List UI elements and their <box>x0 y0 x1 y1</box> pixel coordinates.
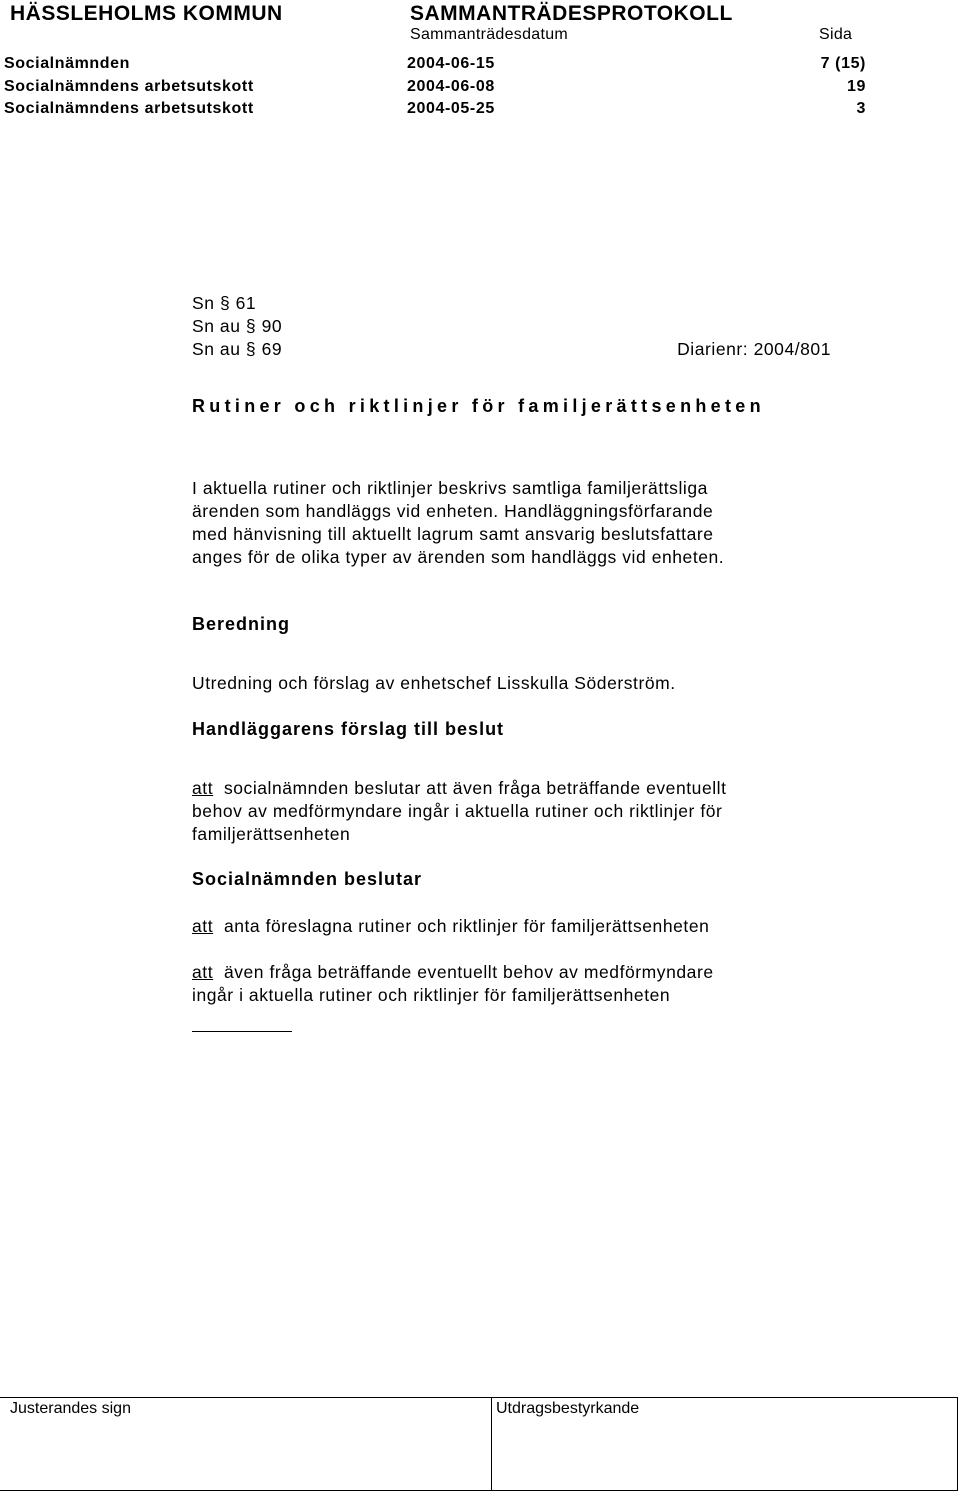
page-number: 19 <box>847 78 866 95</box>
paragraph-line <box>192 915 852 938</box>
document-title: Rutiner och riktlinjer för familjerättsenheten <box>192 396 765 416</box>
committee-name: Socialnämndens arbetsutskott <box>4 78 254 95</box>
paragraph-line: anges för de olika typer av ärenden som handläggs vid enheten. <box>192 547 725 567</box>
section-ref <box>192 315 282 338</box>
section-prefix: Sn <box>192 293 215 313</box>
section-sign-icon: § <box>219 293 236 313</box>
paragraph-line: behov av medförmyndare ingår i aktuella rutiner och riktlinjer för <box>192 801 723 821</box>
section-sign-icon: § <box>245 316 262 336</box>
diary-number: Diarienr: 2004/801 <box>677 339 831 359</box>
decision-item <box>192 915 852 938</box>
page-number: 3 <box>856 100 866 117</box>
paragraph-text: anta föreslagna rutiner och riktlinjer för familjerättsenheten <box>223 916 710 936</box>
att-marker: att <box>192 962 214 982</box>
paragraph-line: familjerättsenheten <box>192 824 351 844</box>
section-sign-icon: § <box>245 339 262 359</box>
document-type: SAMMANTRÄDESPROTOKOLL <box>410 2 733 25</box>
paragraph-line: ärenden som handläggs vid enheten. Handläggningsförfarande <box>192 501 714 521</box>
section-ref <box>192 292 256 315</box>
section-ref <box>192 338 282 361</box>
paragraph-line <box>192 777 852 800</box>
paragraph-line: I aktuella rutiner och riktlinjer beskrivs samtliga familjerättsliga <box>192 478 708 498</box>
paragraph-line: med hänvisning till aktuellt lagrum samt ansvarig beslutsfattare <box>192 524 714 544</box>
proposal-paragraph <box>192 777 852 846</box>
footer-divider <box>491 1397 492 1491</box>
meeting-date: 2004-06-15 <box>407 55 495 72</box>
date-label: Sammanträdesdatum <box>410 26 569 43</box>
beredning-heading: Beredning <box>192 614 291 634</box>
paragraph-text: även fråga beträffande eventuellt behov av medförmyndare <box>223 962 714 982</box>
decision-heading: Socialnämnden beslutar <box>192 869 423 889</box>
committee-name: Socialnämndens arbetsutskott <box>4 100 254 117</box>
meeting-date: 2004-05-25 <box>407 100 495 117</box>
section-number: 61 <box>235 293 257 313</box>
beredning-text: Utredning och förslag av enhetschef Lisskulla Söderström. <box>192 673 676 693</box>
decision-item <box>192 961 852 1007</box>
paragraph-line: ingår i aktuella rutiner och riktlinjer för familjerättsenheten <box>192 985 671 1005</box>
certification-label: Utdragsbestyrkande <box>496 1400 640 1417</box>
att-marker: att <box>192 916 214 936</box>
att-marker: att <box>192 778 214 798</box>
signature-label: Justerandes sign <box>10 1400 131 1417</box>
section-prefix: Sn au <box>192 339 241 359</box>
intro-paragraph <box>192 477 852 569</box>
proposal-heading: Handläggarens förslag till beslut <box>192 719 505 739</box>
section-prefix: Sn au <box>192 316 241 336</box>
section-number: 69 <box>261 339 283 359</box>
footer-box <box>0 1397 958 1491</box>
paragraph-line <box>192 961 852 984</box>
committee-name: Socialnämnden <box>4 55 131 72</box>
meeting-date: 2004-06-08 <box>407 78 495 95</box>
section-number: 90 <box>261 316 283 336</box>
page-label: Sida <box>819 26 853 43</box>
municipality-name: HÄSSLEHOLMS KOMMUN <box>10 2 283 25</box>
paragraph-text: socialnämnden beslutar att även fråga beträffande eventuellt <box>223 778 727 798</box>
page-number: 7 (15) <box>820 55 866 72</box>
end-rule <box>192 1031 292 1032</box>
